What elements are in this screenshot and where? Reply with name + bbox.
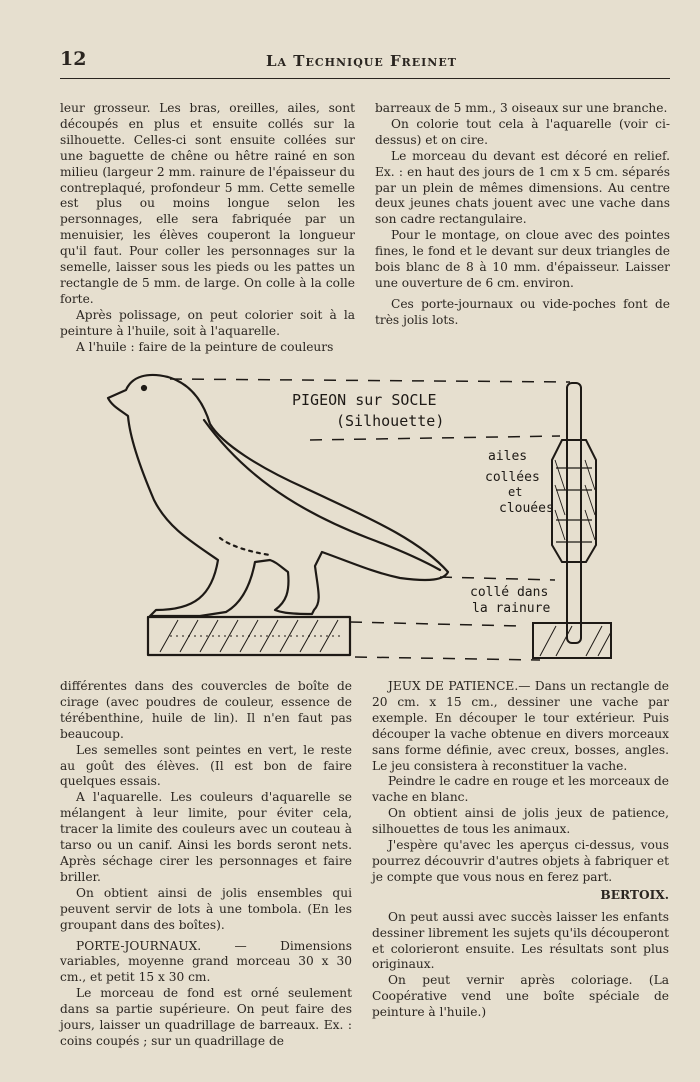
paragraph: On peut vernir après coloriage. (La Coopérative vend une boîte spéciale de peinture à l'huile.) (372, 973, 669, 1020)
paragraph: Le morceau du devant est décoré en relief. Ex. : en haut des jours de 1 cm x 5 cm. séparés par un plein de mêmes dimensions. Au centre deux jeunes chats jouent avec une vache dans son cadre rectangulaire. (375, 148, 670, 227)
paragraph: On obtient ainsi de jolis jeux de patience, silhouettes de tous les animaux. (372, 806, 669, 837)
paragraph: JEUX DE PATIENCE.— Dans un rectangle de 20 cm. x 15 cm., dessiner une vache par exemple. En découper le tour extérieur. Puis découper la vache obtenue en divers morceaux sans forme définie, avec creux, bosses, angles. Le jeu consistera à reconstituer la vache. (372, 679, 669, 773)
side-view-plank (567, 383, 581, 643)
paragraph: J'espère qu'avec les aperçus ci-dessus, vous pourrez découvrir d'autres objets à fabriquer et je compte que vous nous en ferez part. (372, 838, 669, 884)
journal-title: La Technique Freinet (266, 52, 457, 70)
paragraph: A l'aquarelle. Les couleurs d'aquarelle se mélangent à leur limite, pour éviter cela, tracer la limite des couleurs avec un couteau à tarso ou un canif. Ainsi les bords seront nets. Après séchage cirer les personnages et faire briller. (60, 790, 352, 884)
column-bottom-left (60, 679, 352, 1050)
author-signature: BERTOIX. (600, 887, 669, 902)
pigeon-on-base-drawing (100, 360, 620, 670)
note-wings-line4: clouées (499, 501, 554, 516)
paragraph: On peut aussi avec succès laisser les enfants dessiner librement les sujets qu'ils découperont et colorieront ensuite. Les résultats sont plus originaux. (372, 909, 669, 972)
paragraph: Les semelles sont peintes en vert, le reste au goût des élèves. (Il est bon de faire quelques essais. (60, 742, 352, 789)
column-top-right (375, 101, 670, 329)
figure-title: PIGEON sur SOCLE (292, 391, 437, 409)
note-wings-line1: ailes (488, 449, 528, 464)
column-top-left (60, 101, 355, 356)
paragraph: Le morceau de fond est orné seulement dans sa partie supérieure. On peut faire des jours, laisser un quadrillage de barreaux. Ex. : coins coupés ; sur un quadrillage de (60, 986, 352, 1048)
paragraph: On obtient ainsi de jolis ensembles qui peuvent servir de lots à une tombola. (En les groupant dans des boîtes). (60, 885, 352, 932)
paragraph: Pour le montage, on cloue avec des pointes fines, le fond et le devant sur deux triangles de bois blanc de 8 à 10 mm. d'épaisseur. Laisser une ouverture de 6 cm. environ. (375, 228, 670, 290)
paragraph: On colorie tout cela à l'aquarelle (voir ci-dessus) et on cire. (375, 116, 670, 147)
page-number: 12 (60, 48, 87, 70)
paragraph: différentes dans des couvercles de boîte de cirage (avec poudres de couleur, essence de térébenthine, huile de lin). Il n'en faut pas beaucoup. (60, 679, 352, 741)
paragraph: Après polissage, on peut colorier soit à la peinture à l'huile, soit à l'aquarelle. (60, 307, 355, 338)
note-wings-line2: collées (485, 470, 540, 485)
paragraph: PORTE-JOURNAUX. — Dimensions variables, moyenne grand morceau 30 x 30 cm., et petit 15 x 30 cm. (60, 938, 352, 985)
note-wings-line3: et (508, 485, 523, 499)
header-rule (60, 78, 670, 79)
figure-subtitle: (Silhouette) (336, 412, 445, 430)
paragraph: Ces porte-journaux ou vide-poches font de très jolis lots. (375, 296, 670, 327)
note-groove-line1: collé dans (470, 585, 549, 600)
paragraph: barreaux de 5 mm., 3 oiseaux sur une branche. (375, 101, 668, 115)
paragraph: A l'huile : faire de la peinture de couleurs (76, 339, 334, 354)
paragraph: leur grosseur. Les bras, oreilles, ailes, sont découpés en plus et ensuite collés sur la silhouette. Celles-ci sont ensuite collées sur une baguette de chêne ou hêtre rainé en son milieu (largeur 2 mm. rainure de l'épaisseur du contreplaqué, profondeur 5 mm. Cette semelle est plus ou moins longue selon les personnages, elle sera fabriquée par un menuisier, les élèves couperont la longueur qu'il faut. Pour coller les personnages sur la semelle, laisser sous les pieds ou les pattes un rectangle de 5 mm. de large. On colle à la colle forte. (60, 101, 355, 306)
column-bottom-right (372, 679, 669, 1021)
side-view-wings (552, 440, 596, 562)
note-groove-line2: la rainure (472, 601, 551, 616)
paragraph: Peindre le cadre en rouge et les morceaux de vache en blanc. (372, 774, 669, 805)
